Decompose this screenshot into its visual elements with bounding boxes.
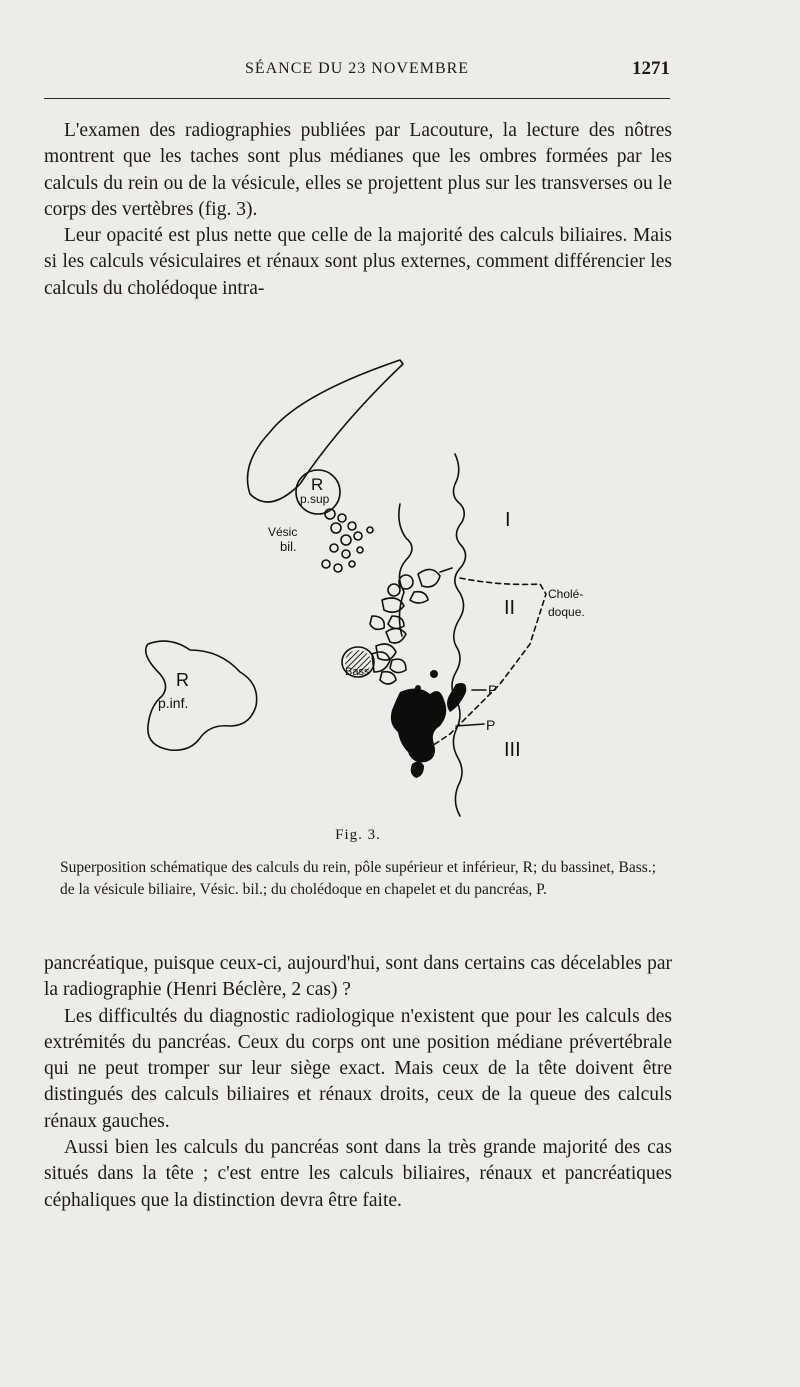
label-r-inf: R [176,670,189,690]
label-doque: doque. [548,605,585,619]
paragraph: L'examen des radiographies publiées par Lacouture, la lecture des nôtres montrent que les taches sont plus médianes que les ombres formées par les calculs du rein ou de la vésicule, elles se projettent plus sur les transverses ou le corps des vertèbres (fig. 3). [44,120,672,220]
paragraph: Aussi bien les calculs du pancréas sont dans la très grande majorité des cas situés dans la tête ; c'est entre les calculs biliaires, rénaux et pancréatiques céphaliques que la distinction devra être faite. [44,1137,672,1211]
body-text-top [44,118,672,302]
paragraph: pancréatique, puisque ceux-ci, aujourd'hui, sont dans certains cas décelables par la radiographie (Henri Béclère, 2 cas) ? [44,953,672,1001]
paragraph: Les difficultés du diagnostic radiologique n'existent que pour les calculs des extrémités du pancréas. Ceux du corps ont une position médiane prévertébrale qui ne peut tromper sur leur siège exact. Mais ceux de la tête doivent être distingués des calculs biliaires et rénaux droits, ceux de la queue des calculs rénaux gauches. [44,1005,672,1132]
label-p-inf: p.inf. [158,695,189,711]
label-vertebra-2: II [504,597,516,619]
page-number: 1271 [632,58,670,79]
label-chole: Cholé- [548,587,584,601]
label-p-sup: p.sup [300,492,330,506]
pancreatic-calculi [391,670,466,778]
header-rule [44,98,670,99]
label-bil: bil. [280,539,297,554]
label-p-upper: P [488,682,498,698]
spine-inner-outline [399,504,412,636]
choledoque-leader [420,578,546,754]
spine-outline [452,454,466,816]
label-vertebra-1: I [505,509,511,531]
figure-caption: Superposition schématique des calculs du rein, pôle supérieur et inférieur, R; du bassinet, Bass.; de la vésicule biliaire, Vésic. bil.; du cholédoque en chapelet et du pancréas, P. [60,859,656,898]
paragraph: Leur opacité est plus nette que celle de la majorité des calculs biliaires. Mais si les calculs vésiculaires et rénaux sont plus externes, comment différencier les calculs du cholédoque intra- [44,225,672,299]
label-r-sup: R [311,475,324,494]
label-vesic: Vésic [268,525,298,539]
figure-3-diagram [100,354,660,824]
label-bass: Bass [345,666,370,678]
body-text-bottom [44,951,672,1214]
figure-label: Fig. 3. [335,827,381,843]
running-title: SÉANCE DU 23 NOVEMBRE [244,60,470,77]
label-p-lower: P [486,717,496,733]
figure-svg [100,354,660,824]
liver-outline [248,360,404,502]
label-vertebra-3: III [504,739,521,761]
running-header [44,58,670,88]
